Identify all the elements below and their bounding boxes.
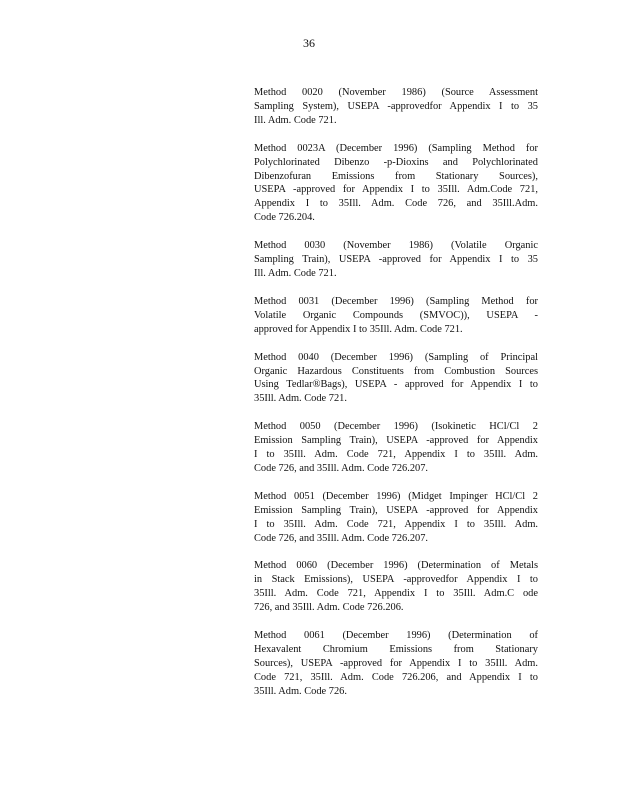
method-entry-line: Method 0061 (December 1996) (Determination of <box>254 630 538 642</box>
method-entry <box>254 420 538 476</box>
page-number: 36 <box>303 36 315 50</box>
method-entry-line: 726, and 35Ill. Adm. Code 726.206. <box>254 602 404 614</box>
method-entry-line: Method 0031 (December 1996) (Sampling Method for <box>254 295 538 307</box>
method-entry-line: Method 0030 (November 1986) (Volatile Organic <box>254 240 538 252</box>
method-entry-line: I to 35Ill. Adm. Code 721, Appendix I to 35Ill. Adm. <box>254 518 538 530</box>
method-entry-line: Sources), USEPA -approved for Appendix I to 35Ill. Adm. <box>254 657 538 669</box>
method-entry-line: in Stack Emissions), USEPA -approvedfor Appendix I to <box>254 574 538 586</box>
method-entry-line: Organic Hazardous Constituents from Combustion Sources <box>254 365 538 377</box>
method-entry-line: USEPA -approved for Appendix I to 35Ill. Adm.Code 721, <box>254 184 538 196</box>
method-entry-line: Method 0060 (December 1996) (Determination of Metals <box>254 560 538 572</box>
method-entry <box>254 629 538 699</box>
method-entry-line: Dibenzofuran Emissions from Stationary Sources), <box>254 170 538 182</box>
method-entry-line: Method 0040 (December 1996) (Sampling of Principal <box>254 351 538 363</box>
method-entry-line: Code 721, 35Ill. Adm. Code 726.206, and Appendix I to <box>254 671 538 683</box>
method-entry <box>254 86 538 128</box>
method-entry-line: Appendix I to 35Ill. Adm. Code 726, and 35Ill.Adm. <box>254 198 538 210</box>
method-entry <box>254 295 538 337</box>
method-entry-line: Method 0023A (December 1996) (Sampling Method for <box>254 142 538 154</box>
method-entry-line: Code 726, and 35Ill. Adm. Code 726.207. <box>254 532 429 544</box>
method-entry-line: Code 726.204. <box>254 212 315 224</box>
method-entry-line: Emission Sampling Train), USEPA -approved for Appendix <box>254 504 538 516</box>
method-entry-line: 35Ill. Adm. Code 726. <box>254 685 347 697</box>
method-entry-line: I to 35Ill. Adm. Code 721, Appendix I to 35Ill. Adm. <box>254 449 538 461</box>
method-entry-line: 35Ill. Adm. Code 721. <box>254 393 347 405</box>
method-entry-line: 35Ill. Adm. Code 721, Appendix I to 35Ill. Adm.C ode <box>254 588 538 600</box>
method-entry <box>254 351 538 407</box>
method-entry <box>254 559 538 615</box>
method-entry-line: approved for Appendix I to 35Ill. Adm. Code 721. <box>254 323 463 335</box>
method-entry-line: Ill. Adm. Code 721. <box>254 114 337 126</box>
method-entry-line: Method 0050 (December 1996) (Isokinetic HCl/Cl 2 <box>254 421 538 433</box>
method-entry <box>254 142 538 225</box>
method-entry-line: Hexavalent Chromium Emissions from Stationary <box>254 644 538 655</box>
method-entry-line: Using Tedlar®Bags), USEPA - approved for Appendix I to <box>254 379 538 391</box>
method-entry <box>254 490 538 546</box>
method-entry-line: Code 726, and 35Ill. Adm. Code 726.207. <box>254 462 429 474</box>
method-entry-line: Emission Sampling Train), USEPA -approved for Appendix <box>254 435 538 447</box>
method-entry-line: Sampling Train), USEPA -approved for Appendix I to 35 <box>254 254 538 266</box>
method-entry-line: Sampling System), USEPA -approvedfor Appendix I to 35 <box>254 100 538 112</box>
method-entry-line: Ill. Adm. Code 721. <box>254 267 337 279</box>
method-list <box>254 86 538 713</box>
method-entry-line: Volatile Organic Compounds (SMVOC)), USEPA - <box>254 309 538 321</box>
method-entry-line: Polychlorinated Dibenzo -p-Dioxins and Polychlorinated <box>254 156 538 168</box>
method-entry-line: Method 0020 (November 1986) (Source Assessment <box>254 87 538 98</box>
method-entry <box>254 239 538 281</box>
method-entry-line: Method 0051 (December 1996) (Midget Impinger HCl/Cl 2 <box>254 490 538 502</box>
